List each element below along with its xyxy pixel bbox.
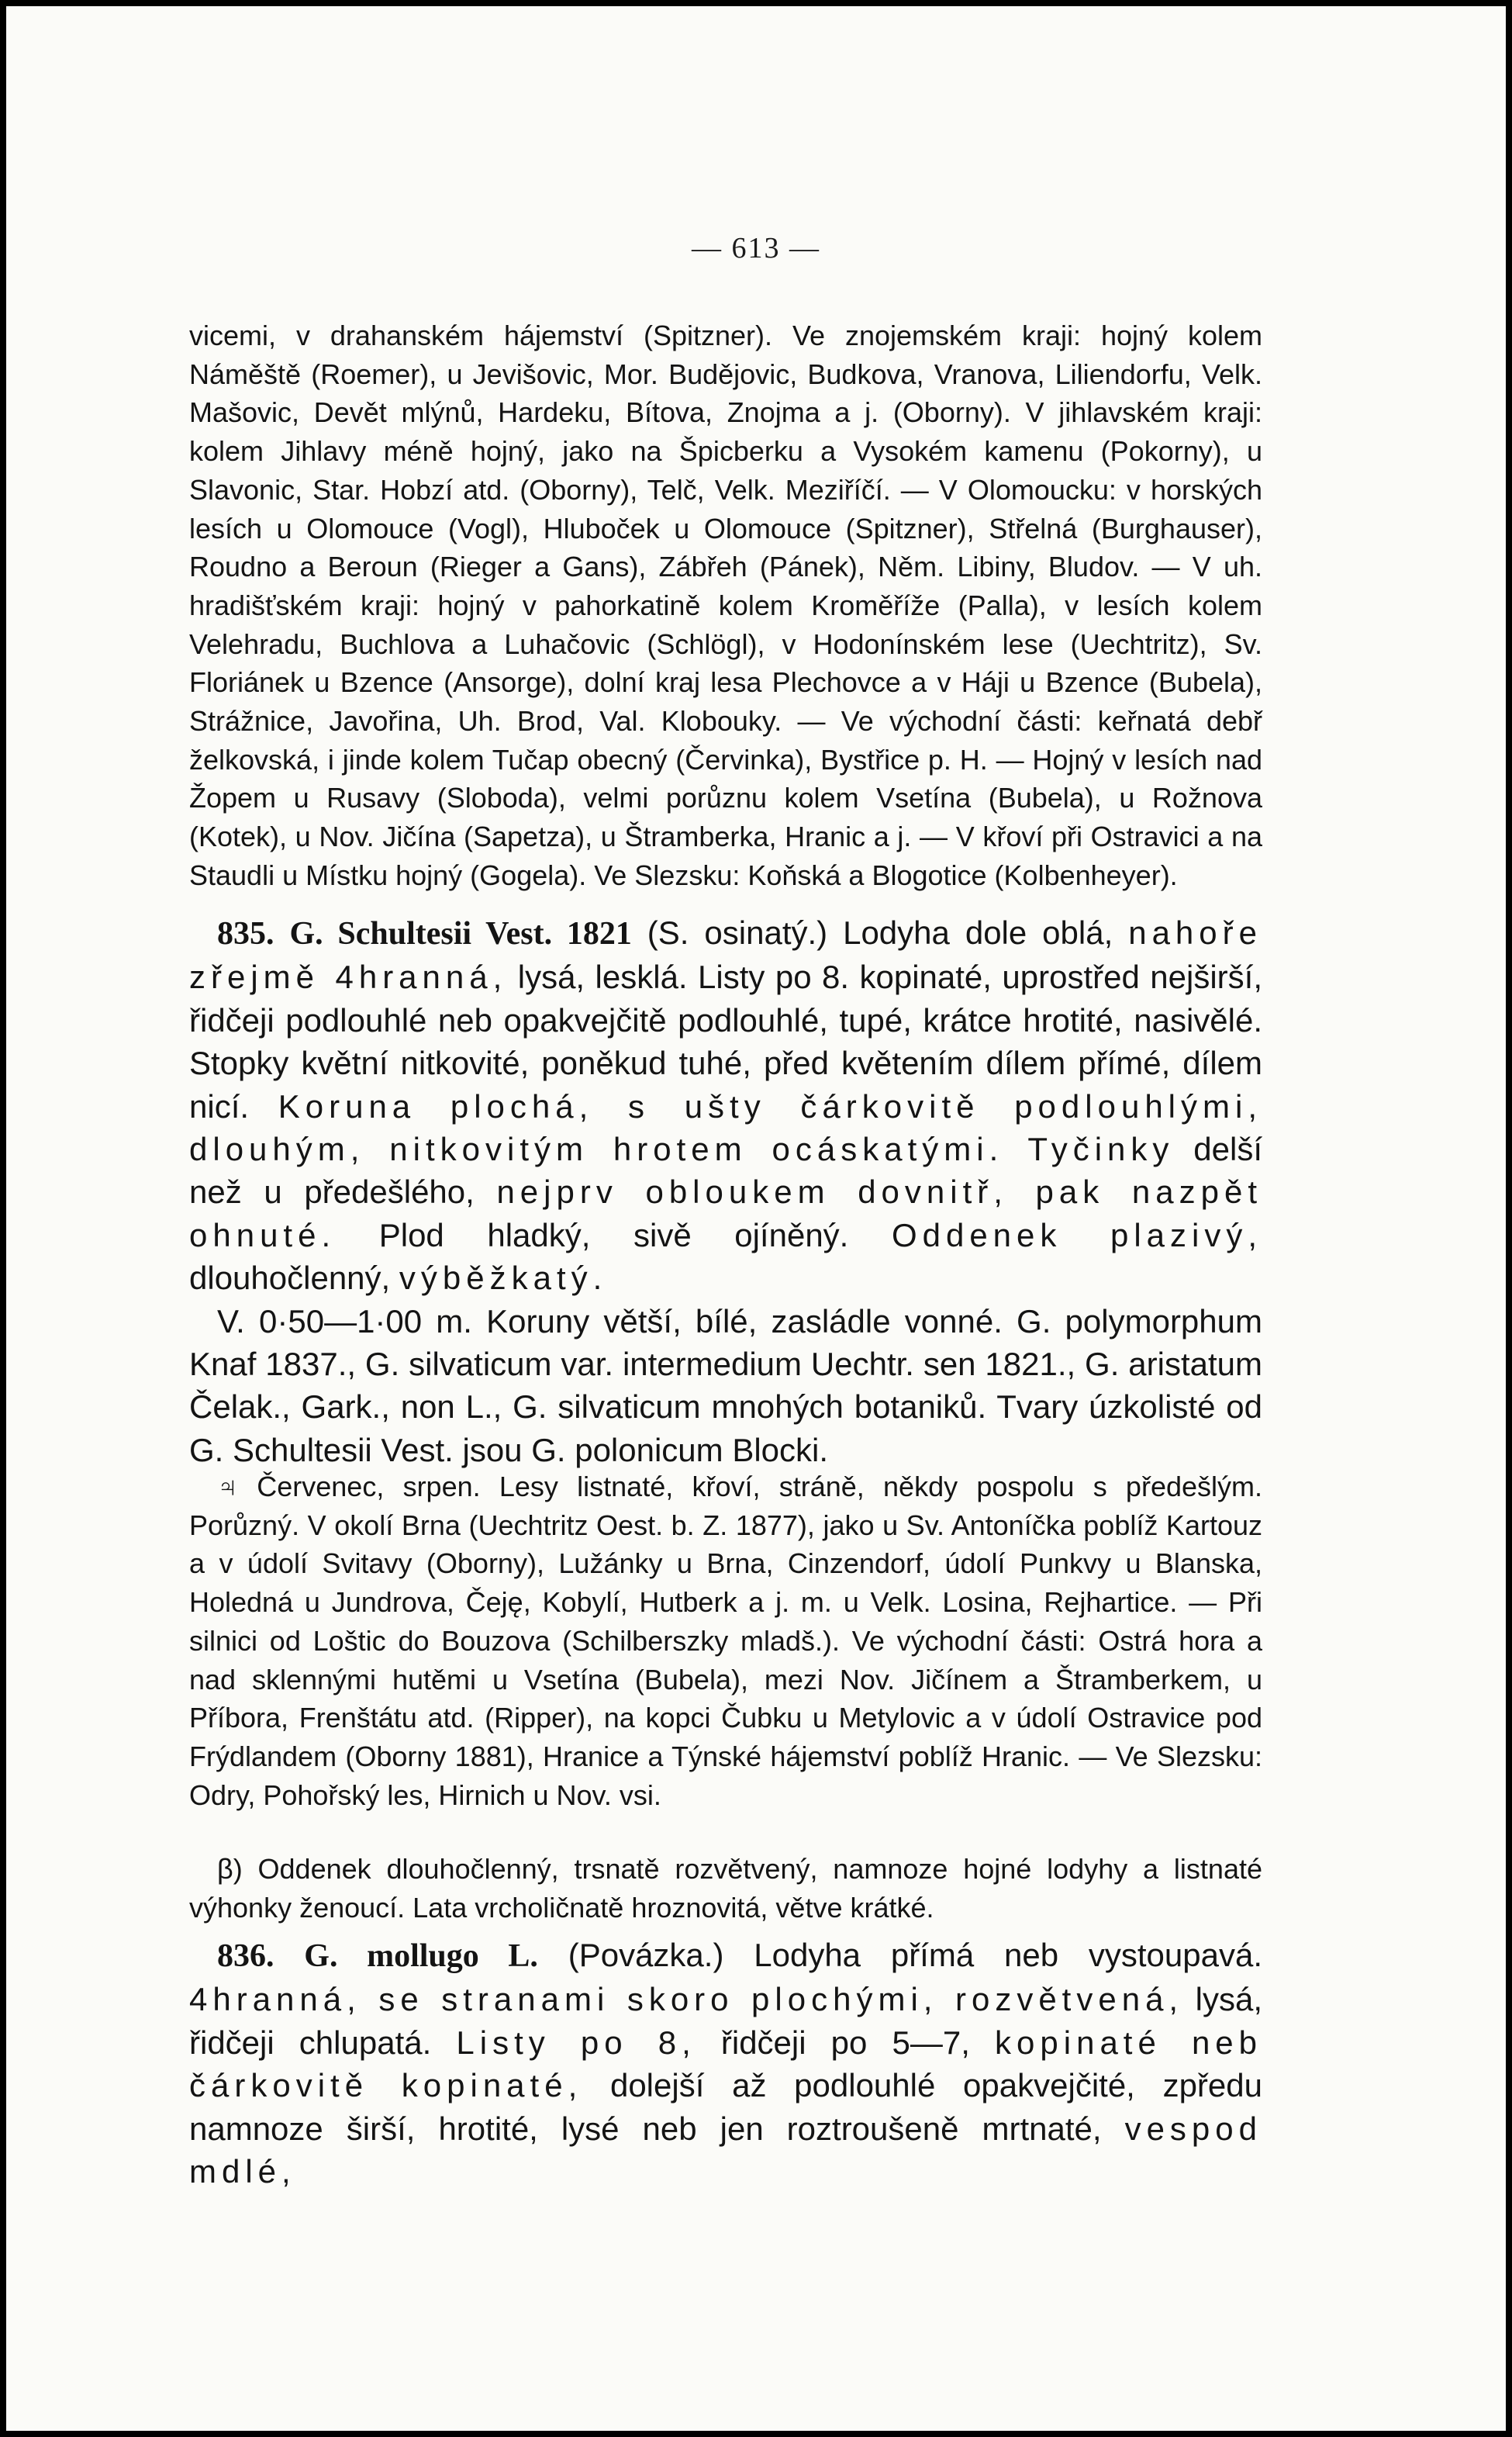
page-number: — 613 —	[692, 232, 820, 264]
book-page	[6, 6, 1506, 2431]
spaced-text: nejprv obloukem dovnitř, pak nazpět ohnuté.	[189, 1174, 1262, 1253]
paragraph: β) Oddenek dlouhočlenný, trsnatě rozvětvený, namnoze hojné lodyhy a listnaté výhonky ženoucí. Lata vrcholičnatě hroznovitá, větve krátké.	[189, 1853, 1262, 1924]
variety-beta-text	[189, 1850, 1262, 1927]
text-run: (Povázka.) Lodyha přímá neb vystoupavá.	[568, 1937, 1262, 1973]
entry-varieties: V. 0·50—1·00 m. Koruny větší, bílé, zasládle vonné. G. polymorphum Knaf 1837., G. silvaticum var. intermedium Uechtr. sen 1821., G. aristatum Čelak., Gark., non L., G. silvaticum mnohých botaniků. Tvary úzkolisté od G. Schultesii Vest. jsou G. polonicum Blocki.	[189, 1302, 1262, 1468]
text-run: (S. osinatý.) Lodyha dole oblá,	[647, 914, 1113, 951]
spaced-text: nahoře zřejmě 4hranná,	[189, 914, 1262, 996]
species-entry-836	[189, 1934, 1262, 2193]
text-run: Plod hladký, sivě ojíněný.	[378, 1216, 849, 1253]
species-entry-835	[189, 911, 1262, 1471]
distribution-text-834	[189, 316, 1262, 895]
spaced-text: Koruna plochá, s ušty čárkovitě podlouhlými, dlouhým, nitkovitým hrotem ocáskatými. Tyčinky	[189, 1087, 1262, 1168]
spaced-text: výběžkatý.	[399, 1260, 608, 1297]
text-run: lysá, řidčeji chlupatá.	[189, 1981, 1262, 2061]
spaced-text: vespod mdlé,	[189, 2110, 1262, 2190]
paragraph: ♃ Červenec, srpen. Lesy listnaté, křoví, stráně, někdy pospolu s předešlým. Porůzný. V okolí Brna (Uechtritz Oest. b. Z. 1877), jako u Sv. Antoníčka poblíž Kartouz a v údolí Svitavy (Oborny), Lužánky u Brna, Cinzendorf, údolí Punkvy u Blanska, Holedná u Jundrova, Čeję, Kobylí, Hutberk a j. m. u Velk. Losina, Rejhartice. — Při silnici od Loštic do Bouzova (Schilberszky mladš.). Ve východní části: Ostrá hora a nad sklennými hutěmi u Vsetína (Bubela), mezi Nov. Jičínem a Štramberkem, u Příbora, Frenštátu atd. (Ripper), na kopci Čubku u Metylovic a v údolí Ostravice pod Frýdlandem (Oborny 1881), Hranice a Týnské hájemství poblíž Hranic. — Ve Slezsku: Odry, Pohořský les, Hirnich u Nov. vsi.	[189, 1471, 1262, 1811]
entry-description	[189, 911, 1262, 1300]
species-name: G. mollugo L.	[304, 1938, 538, 1974]
entry-number: 835.	[217, 916, 274, 952]
distribution-text-835	[189, 1467, 1262, 1814]
entry-number: 836.	[217, 1938, 274, 1974]
species-name: G. Schultesii Vest. 1821	[289, 916, 632, 952]
text-run: dolejší až podlouhlé opakvejčité, zpředu namnoze širší, hrotité, lysé neb jen roztroušeně mrtnaté,	[189, 2067, 1262, 2147]
spaced-text: kopinaté neb čárkovitě kopinaté,	[189, 2024, 1263, 2104]
paragraph: vicemi, v drahanském hájemství (Spitzner). Ve znojemském kraji: hojný kolem Náměště (Roemer), u Jevišovic, Mor. Budějovic, Budkova, Vranova, Liliendorfu, Velk. Mašovic, Devět mlýnů, Hardeku, Bítova, Znojma a j. (Oborny). V jihlavském kraji: kolem Jihlavy méně hojný, jako na Špicberku a Vysokém kamenu (Pokorny), u Slavonic, Star. Hobzí atd. (Oborny), Telč, Velk. Meziříčí. — V Olomoucku: v horských lesích u Olomouce (Vogl), Hluboček u Olomouce (Spitzner), Střelná (Burghauser), Roudno a Beroun (Rieger a Gans), Zábřeh (Pánek), Něm. Libiny, Bludov. — V uh. hradišťském kraji: hojný v pahorkatině kolem Kroměříže (Palla), v lesích kolem Velehradu, Buchlova a Luhačovic (Schlögl), v Hodonínském lese (Uechtritz), Sv. Floriánek u Bzence (Ansorge), dolní kraj lesa Plechovce a v Háji u Bzence (Bubela), Strážnice, Javořina, Uh. Brod, Val. Klobouky. — Ve východní části: keřnatá debř želkovská, i jinde kolem Tučap obecný (Červinka), Bystřice p. H. — Hojný v lesích nad Žopem u Rusavy (Sloboda), velmi porůznu kolem Vsetína (Bubela), u Rožnova (Kotek), u Nov. Jičína (Sapetza), u Štramberka, Hranic a j. — V křoví při Ostravici a na Staudli u Místku hojný (Gogela). Ve Slezsku: Koňská a Blogotice (Kolbenheyer).	[189, 320, 1262, 891]
spaced-text: Oddenek plazivý,	[891, 1216, 1263, 1253]
spaced-text: Listy po 8,	[456, 2024, 696, 2061]
text-run: delší než u předešlého,	[189, 1131, 1262, 1211]
text-run: lysá, lesklá. Listy po 8. kopinaté, uprostřed nejširší, řidčeji podlouhlé neb opakvejčitě podlouhlé, tupé, krátce hrotité, nasivělé. Stopky květní nitkovité, poněkud tuhé, před květením dílem přímé, dílem nicí.	[189, 959, 1262, 1125]
text-run: řidčeji po 5—7,	[720, 2024, 970, 2061]
text-run: dlouhočlenný,	[189, 1260, 391, 1297]
spaced-text: 4hranná, se stranami skoro plochými, rozvětvená,	[189, 1981, 1184, 2018]
entry-description	[189, 1934, 1262, 2193]
